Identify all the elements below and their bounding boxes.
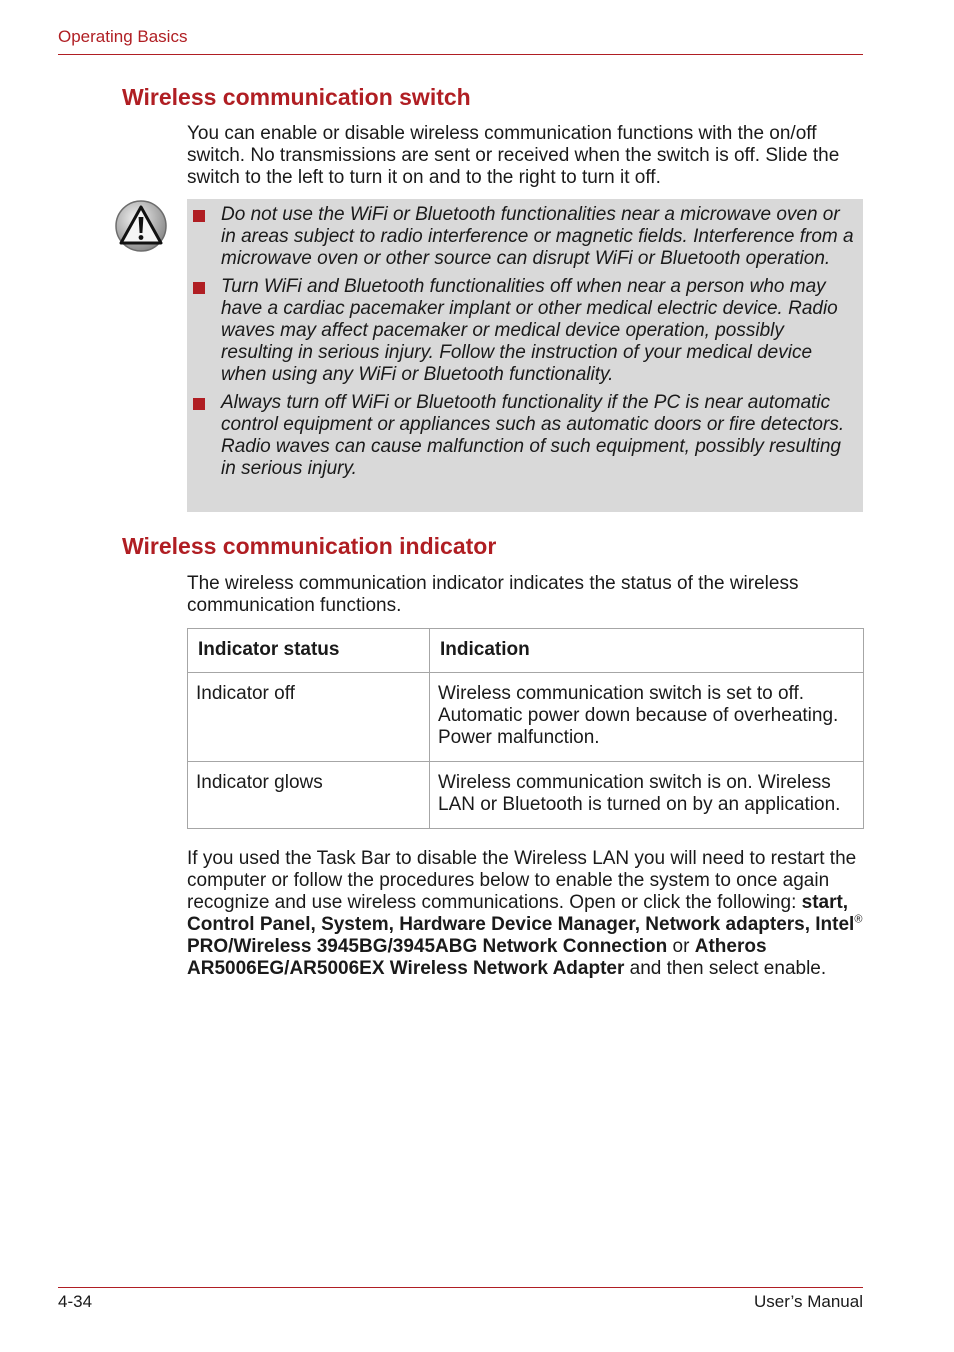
header-rule	[58, 54, 863, 55]
table-header-row	[188, 629, 864, 673]
indication-line: Wireless communication switch is on. Wireless LAN or Bluetooth is turned on by an application.	[438, 772, 841, 815]
switch-section-heading: Wireless communication switch	[122, 84, 471, 110]
caution-item-text: Always turn off WiFi or Bluetooth functionality if the PC is near automatic control equipment or appliances such as automatic doors or fire detectors. Radio waves can cause malfunction of such equipment, possibly resulting in serious injury.	[221, 392, 845, 479]
indication-line: Power malfunction.	[438, 727, 600, 748]
caution-item-text: Turn WiFi and Bluetooth functionalities off when near a person who may have a cardiac pacemaker implant or other medical electric device. Radio waves may affect pacemaker or medical device operation, possibly resulting in serious injury. Follow the instruction of your medical device when using any WiFi or Bluetooth functionality.	[221, 276, 838, 385]
caution-list	[187, 204, 863, 486]
caution-item	[187, 276, 863, 386]
enable-instructions-paragraph	[187, 848, 863, 980]
caution-item	[187, 204, 863, 270]
manual-title: User’s Manual	[754, 1292, 863, 1311]
registered-mark: ®	[854, 913, 863, 926]
instructions-outro: and then select enable.	[624, 958, 827, 979]
instructions-intro: If you used the Task Bar to disable the Wireless LAN you will need to restart the computer or follow the procedures below to enable the system to once again recognize and use wireless communications. Open or click the following:	[187, 848, 857, 913]
indicator-section-body: The wireless communication indicator indicates the status of the wireless communication functions.	[187, 573, 799, 616]
caution-item-text: Do not use the WiFi or Bluetooth functionalities near a microwave oven or in areas subject to radio interference or magnetic fields. Interference from a microwave oven or other source can disrupt WiFi or Bluetooth operation.	[221, 204, 854, 269]
warning-triangle-icon	[114, 199, 168, 253]
caution-box	[187, 199, 863, 512]
indication-line: Wireless communication switch is set to off.	[438, 683, 805, 704]
indicator-table	[187, 628, 864, 829]
table-header-indication: Indication	[430, 629, 864, 673]
square-bullet-icon	[193, 398, 205, 410]
table-cell-indication	[430, 762, 864, 829]
menu-path-atheros: Atheros AR5006EG/AR5006EX Wireless Network Adapter	[187, 936, 767, 979]
square-bullet-icon	[193, 210, 205, 222]
indication-line: Automatic power down because of overheating.	[438, 705, 839, 726]
square-bullet-icon	[193, 282, 205, 294]
menu-path-intel-b: PRO/Wireless 3945BG/3945ABG Network Connection	[187, 936, 668, 957]
table-cell-indication	[430, 673, 864, 762]
header-section-title: Operating Basics	[58, 27, 188, 46]
table-row	[188, 673, 864, 762]
instructions-or: or	[667, 936, 695, 957]
caution-item	[187, 392, 863, 480]
table-row	[188, 762, 864, 829]
table-cell-status: Indicator off	[188, 673, 430, 762]
table-cell-status: Indicator glows	[188, 762, 430, 829]
menu-path-intel-a: start, Control Panel, System, Hardware Device Manager, Network adapters, Intel	[187, 892, 855, 935]
page-number: 4-34	[58, 1292, 93, 1311]
table-header-status: Indicator status	[188, 629, 430, 673]
indicator-section-heading: Wireless communication indicator	[122, 533, 497, 559]
switch-section-body: You can enable or disable wireless communication functions with the on/off switch. No transmissions are sent or received when the switch is off. Slide the switch to the left to turn it on and to the right to turn it off.	[187, 123, 840, 188]
footer-rule	[58, 1287, 863, 1288]
